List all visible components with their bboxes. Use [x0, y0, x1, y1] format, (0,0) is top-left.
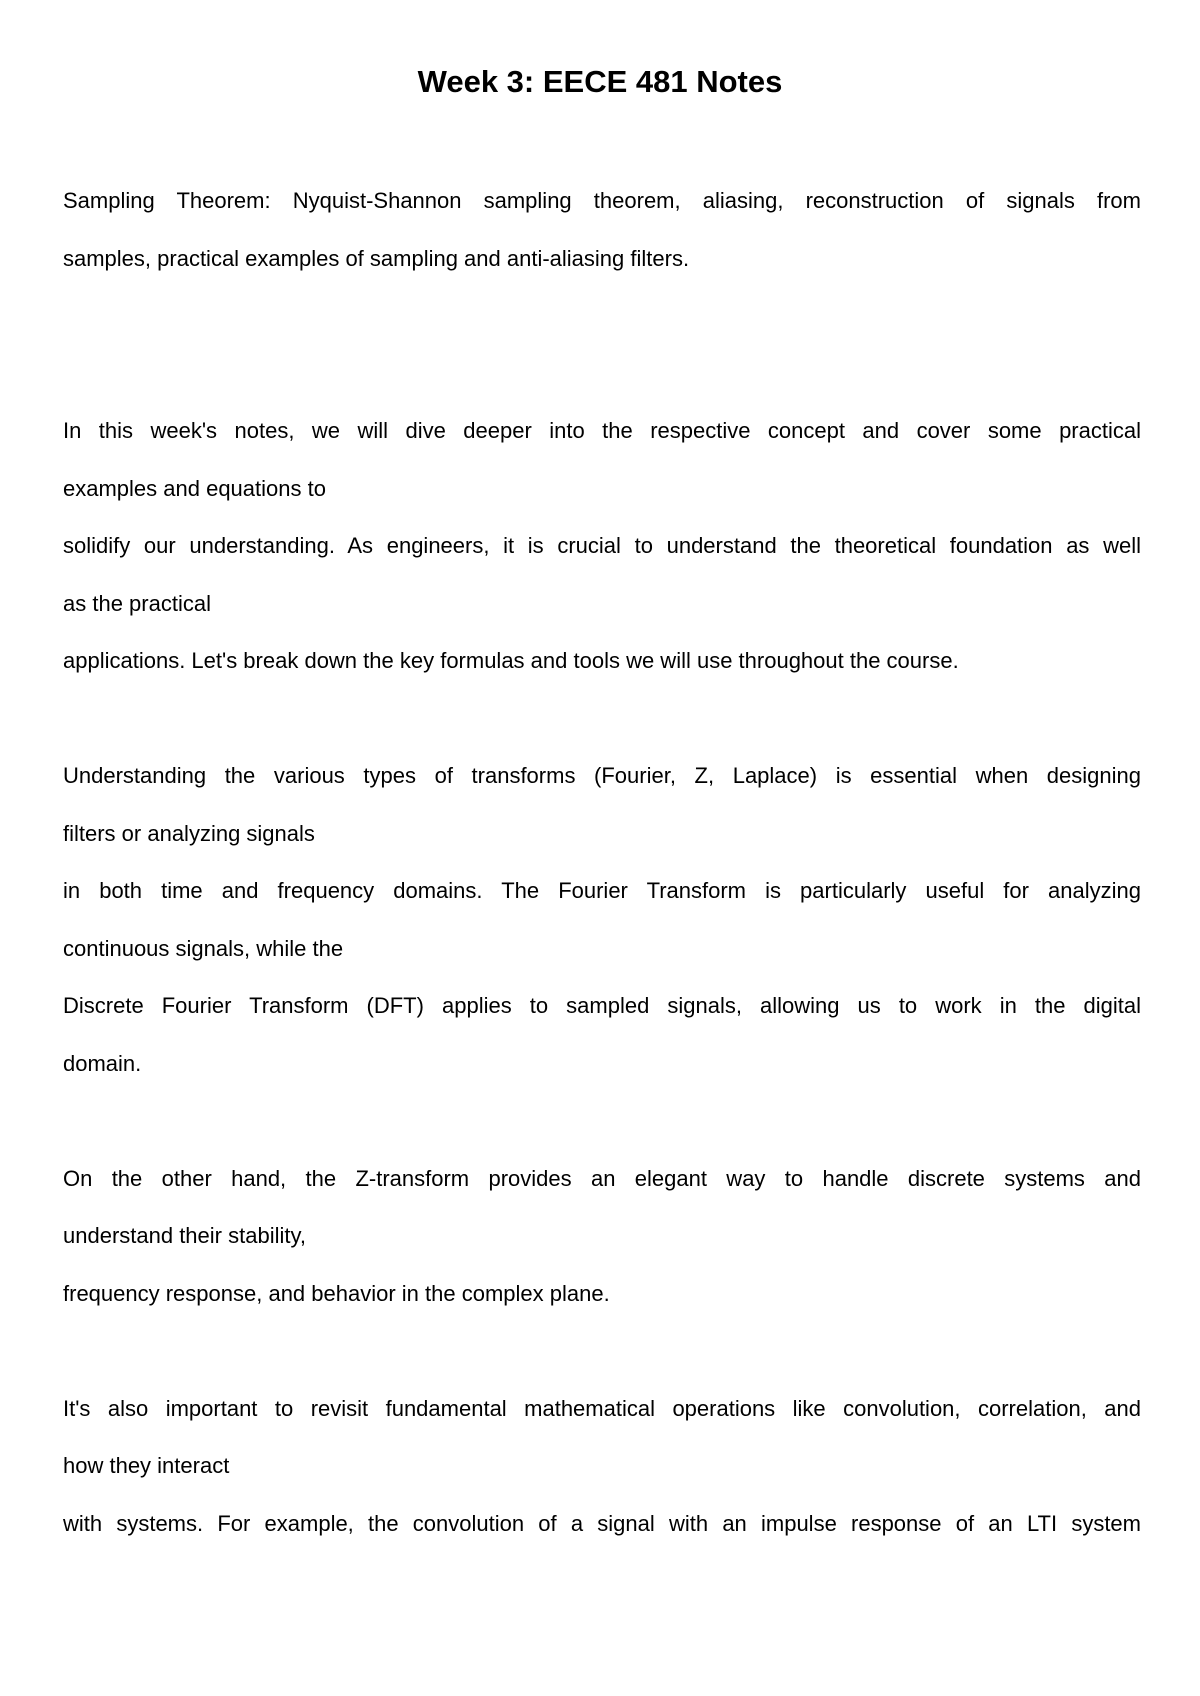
paragraph-intro — [63, 402, 1141, 690]
paragraph-spacer — [63, 690, 1141, 748]
text-line: examples and equations to — [63, 475, 326, 501]
text-line: applications. Let's break down the key formulas and tools we will use throughout the course. — [63, 648, 959, 673]
text-line: Sampling Theorem: Nyquist-Shannon sampling theorem, aliasing, reconstruction of signals from — [63, 188, 1141, 213]
text-line: Discrete Fourier Transform (DFT) applies to sampled signals, allowing us to work in the digital — [63, 993, 1141, 1018]
text-line: It's also important to revisit fundamental mathematical operations like convolution, correlation, and — [63, 1395, 1141, 1421]
text-line: in both time and frequency domains. The Fourier Transform is particularly useful for analyzing — [63, 878, 1141, 903]
text-line: filters or analyzing signals — [63, 820, 315, 846]
text-line: frequency response, and behavior in the complex plane. — [63, 1280, 610, 1306]
text-line: samples, practical examples of sampling and anti-aliasing filters. — [63, 245, 690, 271]
text-line: understand their stability, — [63, 1223, 306, 1248]
text-line: Understanding the various types of transforms (Fourier, Z, Laplace) is essential when designing — [63, 763, 1141, 788]
paragraph-sampling-theorem — [63, 172, 1141, 287]
paragraph-transforms — [63, 747, 1141, 1092]
text-line: as the practical — [63, 590, 211, 616]
text-line: In this week's notes, we will dive deeper into the respective concept and cover some practical — [63, 418, 1141, 443]
text-line: On the other hand, the Z-transform provides an elegant way to handle discrete systems and — [63, 1165, 1141, 1191]
paragraph-spacer — [63, 1092, 1141, 1150]
paragraph-convolution — [63, 1380, 1141, 1553]
page-title: Week 3: EECE 481 Notes — [417, 64, 783, 99]
paragraph-spacer — [63, 1322, 1141, 1380]
text-line: how they interact — [63, 1453, 230, 1478]
paragraph-z-transform — [63, 1150, 1141, 1323]
text-line: continuous signals, while the — [63, 935, 344, 961]
text-line: domain. — [63, 1050, 142, 1076]
paragraph-spacer — [63, 287, 1141, 402]
document-body — [63, 172, 1141, 1552]
text-line: solidify our understanding. As engineers, it is crucial to understand the theoretical foundation as well — [63, 533, 1141, 558]
text-line: with systems. For example, the convolution of a signal with an impulse response of an LTI system — [63, 1510, 1141, 1536]
